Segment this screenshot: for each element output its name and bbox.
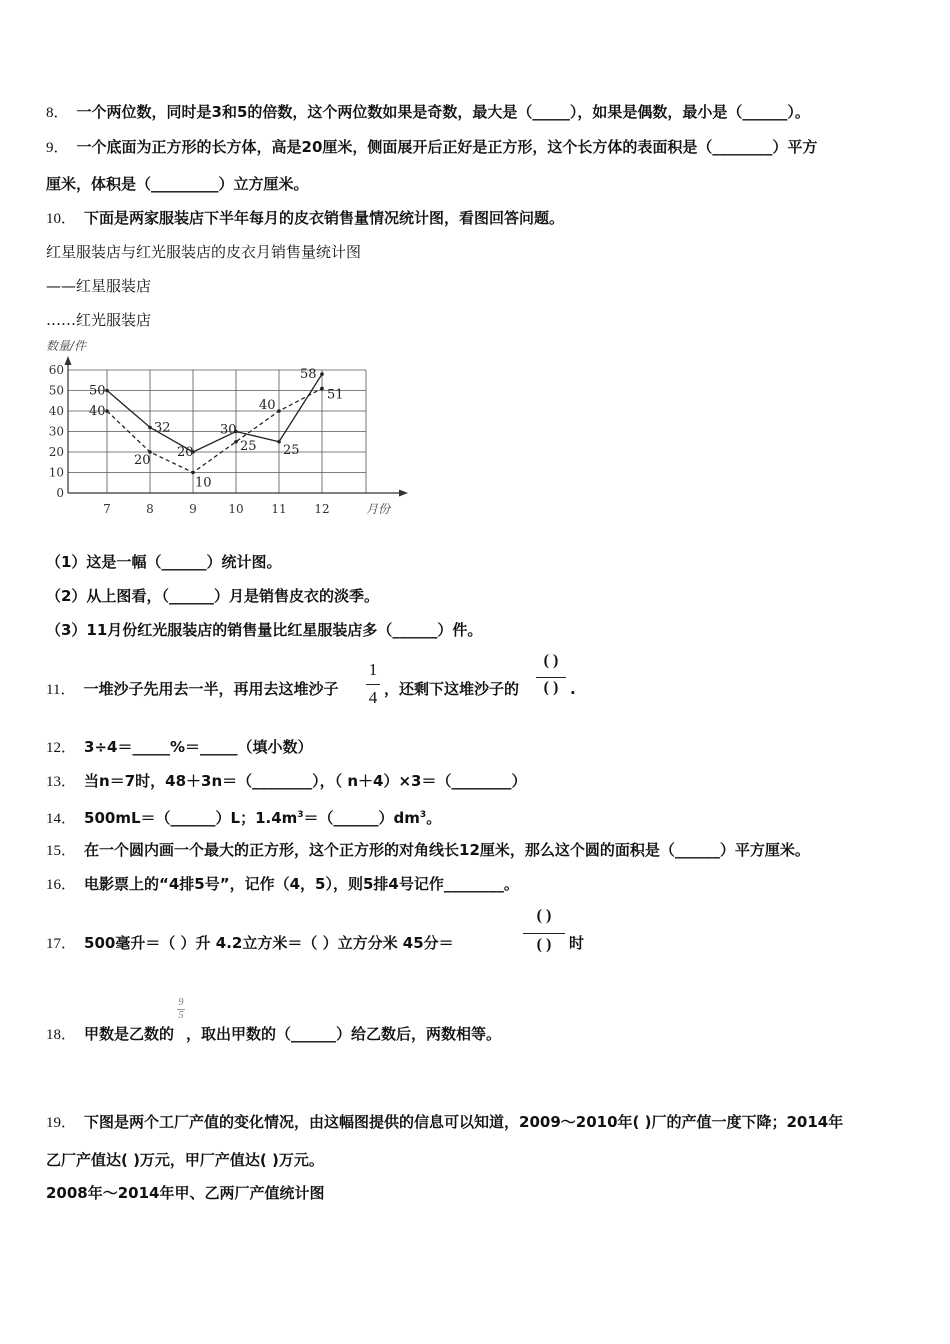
- question-text-line1: 下图是两个工厂产值的变化情况，由这幅图提供的信息可以知道，2009～2010年( )厂的产值一度下降；2014年: [84, 1113, 844, 1131]
- question-text: 下面是两家服装店下半年每月的皮衣销售量情况统计图，看图回答问题。: [84, 209, 565, 227]
- x-tick-label: 11: [271, 502, 287, 516]
- x-tick-label: 7: [103, 502, 111, 516]
- question-9-line2: 厘米，体积是（_________）立方厘米。: [46, 175, 309, 193]
- superscript: 3: [297, 810, 304, 820]
- question-14: [46, 805, 441, 829]
- question-11: [46, 679, 338, 700]
- y-tick-label: 10: [48, 465, 64, 480]
- question-text: 500毫升＝（ ）升 4.2立方米＝（ ）立方分米 45分＝: [84, 934, 454, 952]
- question-19-caption: 2008年～2014年甲、乙两厂产值统计图: [46, 1184, 325, 1202]
- data-point: [277, 409, 281, 413]
- data-label: 20: [134, 453, 151, 468]
- question-10: [46, 208, 564, 229]
- answer-blank-denominator: ( ): [536, 936, 552, 953]
- y-axis-arrow: [65, 356, 72, 365]
- chart-caption: 红星服装店与红光服装店的皮衣月销售量统计图: [46, 243, 362, 261]
- answer-fraction-bar: [536, 677, 566, 678]
- question-number: 12．: [46, 740, 77, 756]
- data-label: 40: [259, 398, 276, 413]
- data-label: 10: [195, 475, 212, 491]
- data-label: 40: [89, 404, 106, 419]
- y-tick-label: 40: [48, 404, 64, 418]
- question-number: 8．: [46, 105, 69, 121]
- question-number: 9．: [46, 140, 69, 156]
- y-tick-label: 30: [48, 424, 64, 439]
- x-tick-label: 9: [189, 502, 197, 516]
- data-point: [148, 426, 152, 430]
- question-number: 14．: [46, 811, 77, 827]
- x-tick-label: 8: [146, 502, 154, 516]
- y-tick-label: 0: [56, 486, 64, 500]
- question-number: 15．: [46, 843, 77, 859]
- fraction-denominator: 4: [368, 688, 378, 707]
- data-label: 25: [283, 442, 300, 458]
- question-8: [46, 102, 810, 123]
- question-17-end: 时: [569, 934, 585, 952]
- x-tick-label: 12: [314, 502, 330, 516]
- question-9: [46, 137, 817, 158]
- data-label: 51: [327, 387, 344, 403]
- question-text: 当n＝7时，48＋3n＝（________），（ n＋4）×3＝（________）: [84, 772, 527, 790]
- question-text: 一个两位数，同时是3和5的倍数，这个两位数如果是奇数，最大是（_____），如果是偶数，最小是（______）。: [76, 103, 810, 121]
- answer-blank-numerator: ( ): [543, 652, 559, 669]
- data-point: [277, 440, 281, 444]
- y-tick-label: 60: [48, 363, 64, 377]
- data-point: [191, 471, 195, 475]
- x-axis-label: 月份: [366, 502, 391, 516]
- data-label: 58: [300, 367, 317, 383]
- superscript: 3: [419, 810, 427, 820]
- question-18-text-b: ，取出甲数的（______）给乙数后，两数相等。: [186, 1025, 502, 1043]
- question-number: 10．: [46, 211, 77, 227]
- question-number: 17．: [46, 936, 77, 952]
- question-19-line2: 乙厂产值达( )万元，甲厂产值达( )万元。: [46, 1151, 324, 1169]
- data-label: 20: [177, 445, 194, 460]
- fraction-bar: [366, 684, 380, 685]
- data-point: [320, 372, 324, 376]
- answer-blank-numerator: ( ): [536, 907, 552, 924]
- question-number: 19．: [46, 1115, 77, 1131]
- answer-blank-denominator: ( ): [543, 679, 559, 696]
- data-label: 25: [240, 438, 257, 454]
- question-10-sub2: （2）从上图看，（______）月是销售皮衣的淡季。: [46, 587, 379, 605]
- question-19: [46, 1112, 843, 1133]
- y-axis-label: 数量/件: [46, 339, 87, 353]
- data-point: [320, 387, 324, 391]
- answer-fraction-bar: [523, 933, 565, 934]
- y-tick-label: 20: [48, 445, 64, 459]
- question-number: 13．: [46, 774, 77, 790]
- question-13: [46, 771, 526, 792]
- fraction-numerator: 1: [368, 660, 378, 679]
- question-text-a: 500mL＝（______）L；1.4m: [84, 809, 298, 827]
- question-15: [46, 840, 810, 861]
- question-text-b: ＝（______）dm: [303, 809, 420, 827]
- question-18: [46, 1024, 174, 1045]
- question-text: 电影票上的“4排5号”，记作（4，5），则5排4号记作________。: [84, 875, 519, 893]
- question-text-line1: 一个底面为正方形的长方体，高是20厘米，侧面展开后正好是正方形，这个长方体的表面积是（________）平方: [76, 138, 818, 156]
- question-12: [46, 737, 313, 758]
- question-text-a: 一堆沙子先用去一半，再用去这堆沙子: [83, 680, 339, 698]
- question-text-a: 甲数是乙数的: [84, 1025, 175, 1043]
- x-tick-label: 10: [228, 502, 244, 516]
- question-number: 11．: [46, 682, 76, 698]
- question-16: [46, 874, 519, 895]
- data-label: 32: [154, 420, 171, 436]
- question-text-c: 。: [426, 809, 442, 827]
- question-11-end: .: [570, 680, 576, 698]
- data-point: [234, 440, 238, 444]
- question-number: 18．: [46, 1027, 77, 1043]
- x-axis-arrow: [399, 490, 408, 497]
- data-label: 50: [89, 383, 106, 399]
- data-label: 30: [220, 422, 237, 438]
- data-point: [105, 389, 109, 393]
- legend-solid: ——红星服装店: [46, 277, 152, 295]
- question-text: 3÷4＝_____%＝_____（填小数）: [84, 738, 313, 756]
- sales-line-chart: [30, 332, 430, 524]
- question-17: [46, 933, 454, 954]
- question-11-text-b: ，还剩下这堆沙子的: [384, 680, 520, 698]
- data-point: [105, 409, 109, 413]
- question-text: 在一个圆内画一个最大的正方形，这个正方形的对角线长12厘米，那么这个圆的面积是（______）平方厘米。: [84, 841, 810, 859]
- legend-dashed: ……红光服装店: [46, 311, 152, 329]
- fraction-denominator: 5: [178, 1010, 184, 1021]
- fraction-numerator: 9: [178, 997, 184, 1008]
- question-number: 16．: [46, 877, 77, 893]
- series-line-hongxing: [107, 374, 322, 452]
- question-10-sub3: （3）11月份红光服装店的销售量比红星服装店多（______）件。: [46, 621, 483, 639]
- y-tick-label: 50: [48, 383, 64, 398]
- question-10-sub1: （1）这是一幅（______）统计图。: [46, 553, 282, 571]
